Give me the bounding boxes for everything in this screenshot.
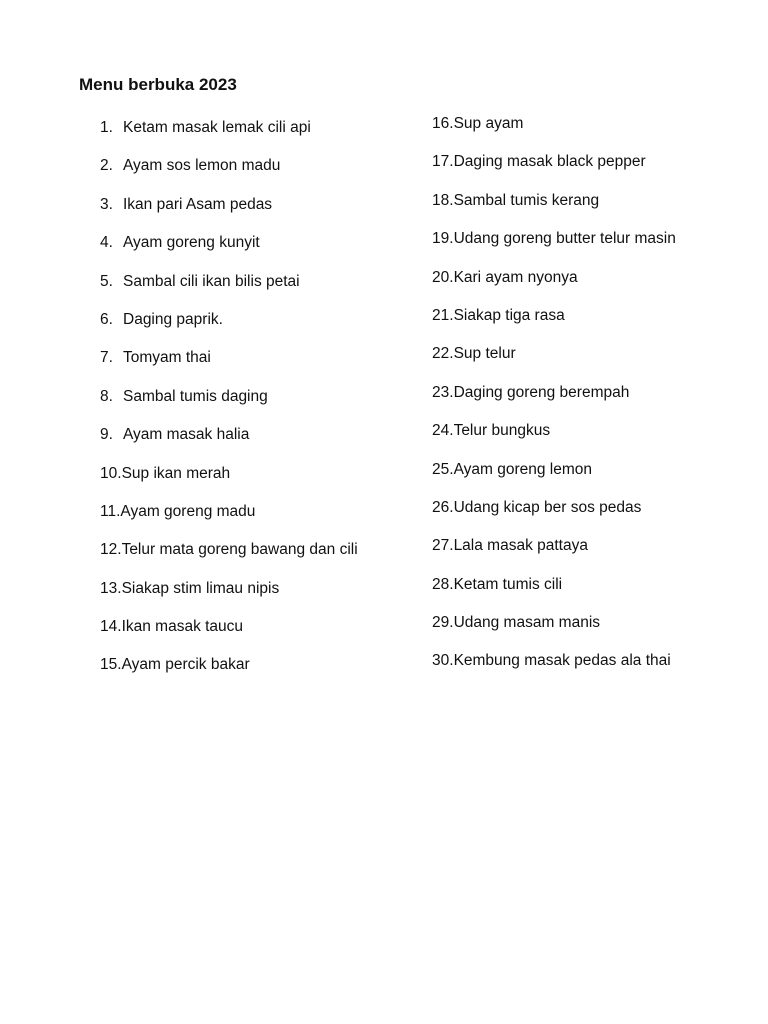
menu-item xyxy=(432,266,752,290)
menu-item xyxy=(100,385,360,409)
menu-item xyxy=(432,227,752,251)
menu-list-left xyxy=(100,116,360,692)
menu-item-text: Ayam goreng lemon xyxy=(453,460,592,478)
menu-item-number: 19. xyxy=(432,230,454,248)
menu-item-text: Siakap tiga rasa xyxy=(453,306,565,324)
menu-item xyxy=(100,308,360,332)
menu-list-right xyxy=(432,112,752,688)
menu-item-text: Sambal cili ikan bilis petai xyxy=(123,272,300,290)
menu-item xyxy=(432,611,752,635)
menu-item-number: 30. xyxy=(432,652,454,670)
menu-item-number: 3. xyxy=(100,195,113,213)
menu-item-number: 7. xyxy=(100,349,113,367)
menu-item-number: 18. xyxy=(432,191,454,209)
menu-item-number: 24. xyxy=(432,422,454,440)
menu-item-number: 8. xyxy=(100,387,113,405)
menu-item xyxy=(100,500,360,524)
menu-item-text: Lala masak pattaya xyxy=(453,537,588,555)
menu-item-text: Sup ayam xyxy=(453,115,524,132)
menu-item-text: Udang kicap ber sos pedas xyxy=(453,498,642,516)
menu-item xyxy=(100,423,360,447)
menu-item xyxy=(100,462,360,486)
menu-item-number: 12. xyxy=(100,541,122,559)
menu-item xyxy=(432,496,752,520)
menu-item-number: 2. xyxy=(100,157,113,175)
menu-item-text: Telur mata goreng bawang dan cili xyxy=(121,541,358,559)
menu-item-number: 28. xyxy=(432,575,454,593)
menu-item-text: Udang masam manis xyxy=(453,614,601,632)
menu-item-text: Daging goreng berempah xyxy=(453,383,630,401)
menu-item xyxy=(100,193,360,217)
menu-item-number: 15. xyxy=(100,656,122,674)
menu-item-number: 17. xyxy=(432,153,454,171)
menu-item-text: Tomyam thai xyxy=(123,349,211,367)
menu-item-text: Sambal tumis kerang xyxy=(453,191,600,209)
menu-item xyxy=(432,150,752,174)
menu-item-number: 4. xyxy=(100,234,113,252)
menu-item xyxy=(432,112,752,136)
menu-item xyxy=(100,653,360,677)
menu-item xyxy=(100,346,360,370)
menu-item xyxy=(100,154,360,178)
menu-item xyxy=(100,116,360,140)
menu-item-text: Ayam goreng madu xyxy=(120,502,256,520)
menu-item-text: Sup telur xyxy=(453,345,516,363)
menu-item-number: 21. xyxy=(432,306,454,324)
menu-item-text: Ayam goreng kunyit xyxy=(123,234,260,252)
menu-item-text: Sambal tumis daging xyxy=(123,387,268,405)
menu-item-text: Daging masak black pepper xyxy=(453,153,646,171)
menu-item-number: 26. xyxy=(432,498,454,516)
menu-item xyxy=(432,342,752,366)
menu-item-number: 25. xyxy=(432,460,454,478)
menu-item-number: 6. xyxy=(100,310,113,328)
page-title: Menu berbuka 2023 xyxy=(79,75,237,94)
menu-item-text: Sup ikan merah xyxy=(121,464,231,482)
menu-item-number: 5. xyxy=(100,272,113,290)
menu-item-text: Ayam masak halia xyxy=(123,426,250,444)
menu-item-text: Telur bungkus xyxy=(453,422,551,440)
menu-item xyxy=(100,231,360,255)
menu-item-number: 9. xyxy=(100,426,113,444)
menu-item xyxy=(432,189,752,213)
menu-item xyxy=(432,573,752,597)
menu-item-text: Ikan masak taucu xyxy=(121,618,244,636)
menu-item-text: Kembung masak pedas ala thai xyxy=(453,652,671,670)
menu-item-number: 11. xyxy=(100,502,121,520)
menu-item xyxy=(100,615,360,639)
menu-item xyxy=(100,270,360,294)
menu-item xyxy=(100,538,360,562)
menu-item xyxy=(432,381,752,405)
menu-item-number: 23. xyxy=(432,383,454,401)
menu-item-text: Ayam sos lemon madu xyxy=(123,157,281,175)
menu-item-number: 14. xyxy=(100,618,122,636)
menu-item-text: Kari ayam nyonya xyxy=(453,268,578,286)
menu-item-number: 13. xyxy=(100,579,122,597)
menu-item-number: 16. xyxy=(432,115,454,132)
menu-item xyxy=(432,304,752,328)
menu-item-number: 22. xyxy=(432,345,454,363)
menu-item xyxy=(432,649,752,673)
menu-item-text: Ketam tumis cili xyxy=(453,575,563,593)
menu-item-text: Udang goreng butter telur masin xyxy=(453,230,676,248)
menu-item-number: 10. xyxy=(100,464,122,482)
menu-item xyxy=(432,419,752,443)
menu-item-number: 29. xyxy=(432,614,454,632)
menu-item-number: 20. xyxy=(432,268,454,286)
menu-item-text: Daging paprik. xyxy=(123,310,223,328)
menu-item-text: Ikan pari Asam pedas xyxy=(123,195,273,213)
menu-item-number: 27. xyxy=(432,537,454,555)
menu-item xyxy=(100,577,360,601)
menu-item xyxy=(432,458,752,482)
menu-item xyxy=(432,534,752,558)
menu-item-text: Ketam masak lemak cili api xyxy=(123,119,311,136)
menu-item-number: 1. xyxy=(100,119,113,136)
menu-item-text: Ayam percik bakar xyxy=(121,656,250,674)
menu-item-text: Siakap stim limau nipis xyxy=(121,579,280,597)
